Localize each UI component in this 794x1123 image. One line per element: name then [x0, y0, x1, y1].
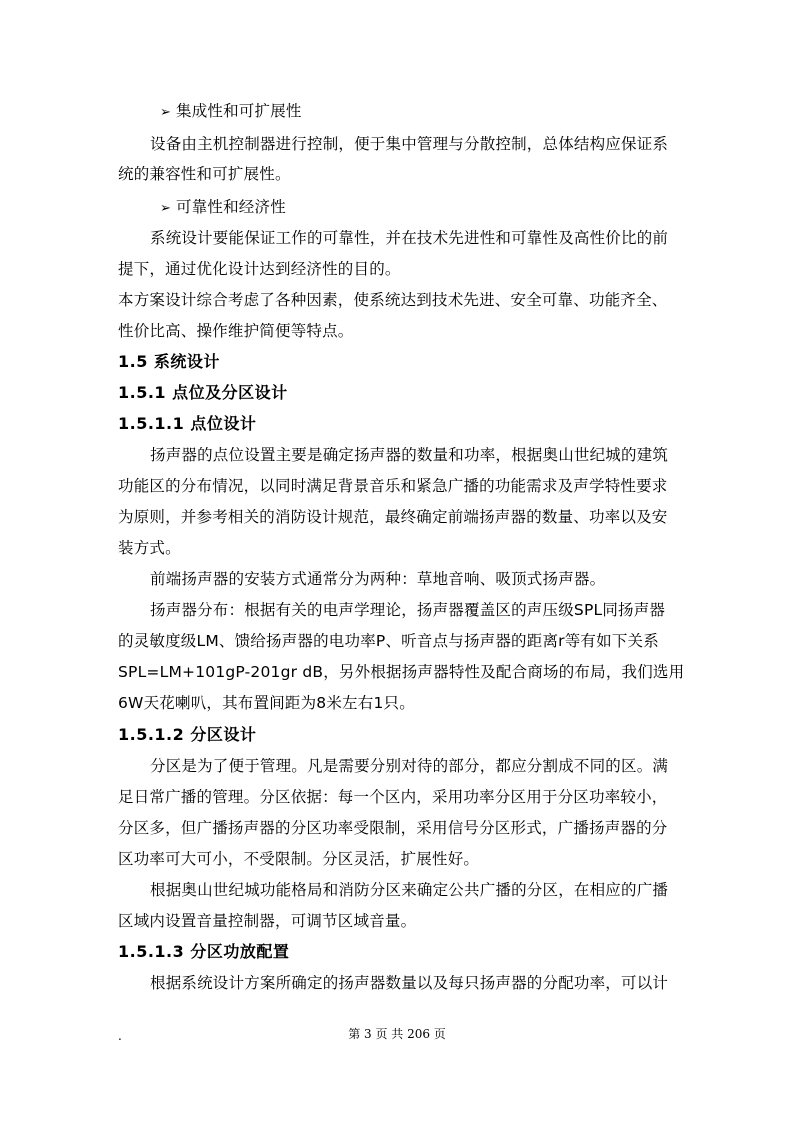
paragraph-line: 分区多，但广播扬声器的分区功率受限制，采用信号分区形式，广播扬声器的分: [118, 819, 668, 837]
paragraph-line: 足日常广播的管理。分区依据：每一个区内，采用功率分区用于分区功率较小，: [118, 788, 668, 806]
section-heading: 1.5 系统设计: [118, 352, 220, 371]
paragraph-line: 根据奥山世纪城功能格局和消防分区来确定公共广播的分区，在相应的广播: [150, 881, 669, 899]
formula-line: SPL=LM+101gP-201gr dB，另外根据扬声器特性及配合商场的布局，我们选用: [118, 663, 685, 681]
paragraph-line: 分区是为了便于管理。凡是需要分别对待的部分，都应分割成不同的区。满: [150, 757, 669, 775]
bullet-text: 可靠性和经济性: [176, 198, 286, 216]
paragraph-line: 本方案设计综合考虑了各种因素，使系统达到技术先进、安全可靠、功能齐全、: [118, 291, 668, 309]
paragraph-line: 系统设计要能保证工作的可靠性，并在技术先进性和可靠性及高性价比的前: [150, 229, 669, 247]
page-number: 第 3 页 共 206 页: [348, 1027, 446, 1041]
paragraph-line: 区功率可大可小，不受限制。分区灵活，扩展性好。: [118, 850, 480, 868]
paragraph-line: 根据系统设计方案所确定的扬声器数量以及每只扬声器的分配功率，可以计: [150, 974, 669, 992]
footer-dot: .: [118, 1029, 122, 1043]
paragraph-line: 扬声器分布：根据有关的电声学理论，扬声器覆盖区的声压级SPL同扬声器: [150, 601, 666, 619]
paragraph-line: 提下，通过优化设计达到经济性的目的。: [118, 260, 401, 278]
bullet-item: [160, 101, 720, 123]
paragraph-line: 扬声器的点位设置主要是确定扬声器的数量和功率，根据奥山世纪城的建筑: [150, 446, 669, 464]
subsubsection-heading: 1.5.1.3 分区功放配置: [118, 942, 290, 961]
bullet-text: 集成性和可扩展性: [176, 102, 302, 120]
paragraph-line: 设备由主机控制器进行控制，便于集中管理与分散控制，总体结构应保证系: [150, 135, 669, 153]
paragraph-line: 前端扬声器的安装方式通常分为两种：草地音响、吸顶式扬声器。: [150, 570, 606, 588]
bullet-arrow-icon: ➢: [160, 201, 172, 216]
bullet-arrow-icon: ➢: [160, 105, 172, 120]
paragraph-line: 区域内设置音量控制器，可调节区域音量。: [118, 912, 417, 930]
bullet-item: [160, 197, 720, 219]
paragraph-line: 为原则，并参考相关的消防设计规范，最终确定前端扬声器的数量、功率以及安: [118, 508, 668, 526]
paragraph-line: 统的兼容性和可扩展性。: [118, 165, 291, 183]
paragraph-line: 功能区的分布情况，以同时满足背景音乐和紧急广播的功能需求及声学特性要求: [118, 477, 668, 495]
subsection-heading: 1.5.1 点位及分区设计: [118, 383, 288, 402]
subsubsection-heading: 1.5.1.2 分区设计: [118, 725, 257, 744]
paragraph-line: 的灵敏度级LM、馈给扬声器的电功率P、听音点与扬声器的距离r等有如下关系: [118, 632, 659, 650]
paragraph-line: 性价比高、操作维护简便等特点。: [118, 322, 354, 340]
paragraph-line: 装方式。: [118, 539, 181, 557]
paragraph-line: 6W天花喇叭，其布置间距为8米左右1只。: [118, 694, 415, 712]
subsubsection-heading: 1.5.1.1 点位设计: [118, 414, 257, 433]
